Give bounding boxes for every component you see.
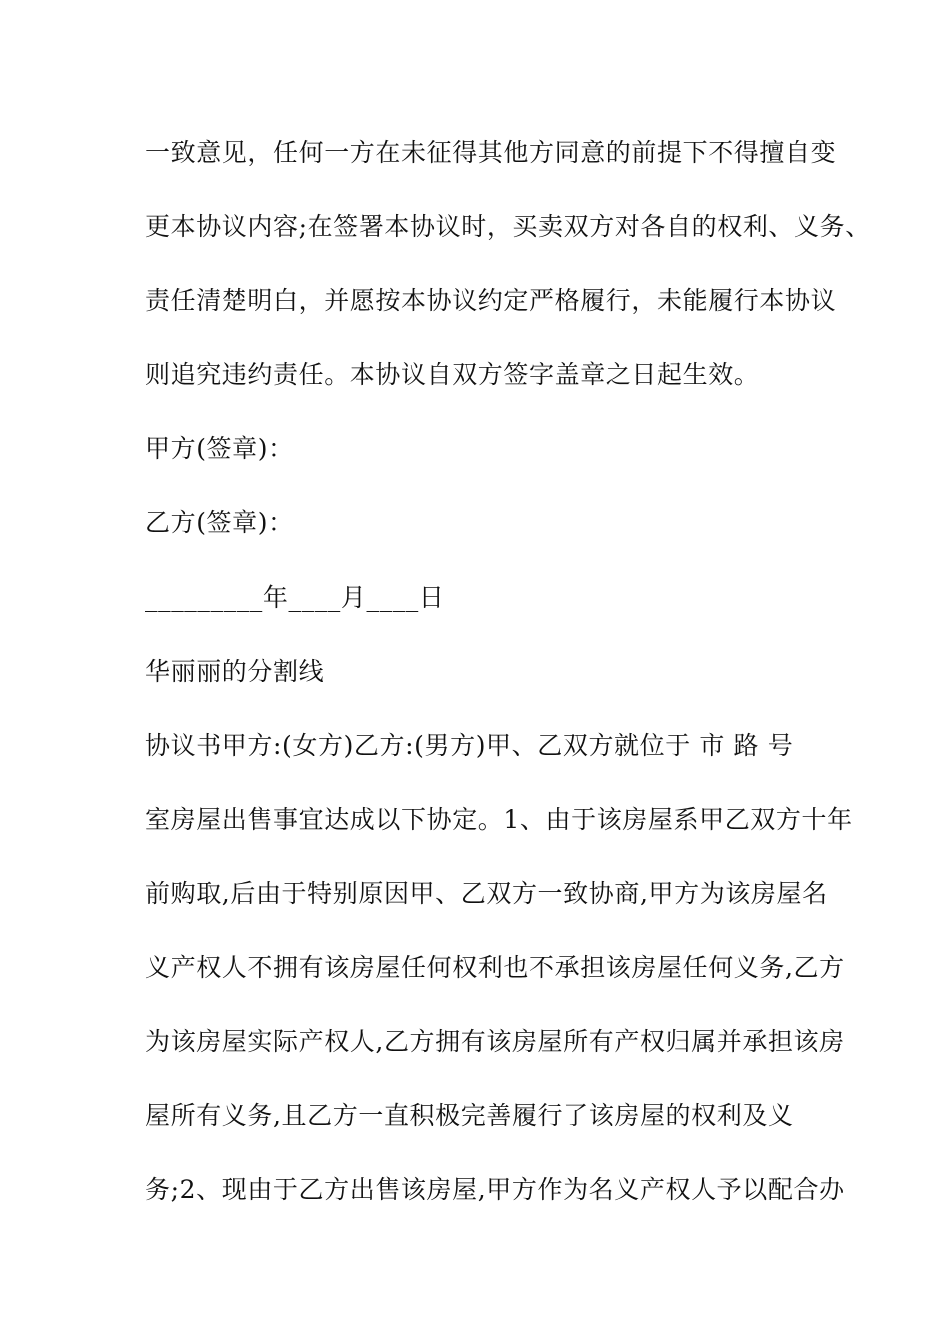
text-line: 义产权人不拥有该房屋任何权利也不承担该房屋任何义务,乙方 xyxy=(145,953,845,982)
text-line: 屋所有义务,且乙方一直积极完善履行了该房屋的权利及义 xyxy=(145,1101,794,1130)
section-divider-text: 华丽丽的分割线 xyxy=(145,657,325,686)
party-a-signature-label: 甲方(签章)： xyxy=(145,434,294,463)
text-line: 则追究违约责任。本协议自双方签字盖章之日起生效。 xyxy=(145,360,760,389)
date-line: _________年____月____日 xyxy=(145,583,445,612)
text-line: 一致意见，任何一方在未征得其他方同意的前提下不得擅自变 xyxy=(145,138,837,167)
party-b-signature-label: 乙方(签章)： xyxy=(145,508,294,537)
text-line: 协议书甲方:(女方)乙方:(男方)甲、乙双方就位于 市 路 号 xyxy=(145,731,794,760)
text-line: 为该房屋实际产权人,乙方拥有该房屋所有产权归属并承担该房 xyxy=(145,1027,845,1056)
text-line: 更本协议内容;在签署本协议时，买卖双方对各自的权利、义务、 xyxy=(145,212,871,241)
text-line: 室房屋出售事宜达成以下协定。1、由于该房屋系甲乙双方十年 xyxy=(145,805,853,834)
text-line: 责任清楚明白，并愿按本协议约定严格履行，未能履行本协议 xyxy=(145,286,837,315)
text-line: 前购取,后由于特别原因甲、乙双方一致协商,甲方为该房屋名 xyxy=(145,879,828,908)
text-line: 务;2、现由于乙方出售该房屋,甲方作为名义产权人予以配合办 xyxy=(145,1175,845,1204)
